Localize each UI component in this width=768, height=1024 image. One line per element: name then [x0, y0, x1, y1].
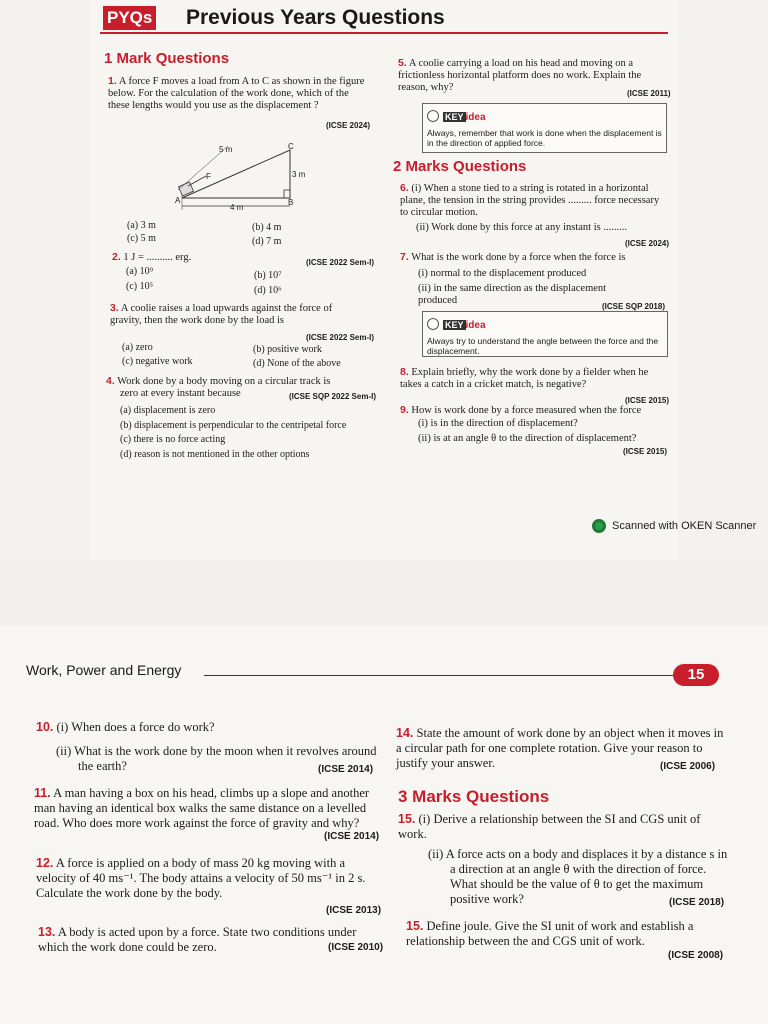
question-tag: (ICSE 2015): [623, 447, 668, 456]
option-d: (d) 10⁶: [254, 285, 282, 296]
scanner-text: Scanned with OKEN Scanner: [612, 520, 757, 532]
option-a: (a) displacement is zero: [120, 405, 216, 416]
question-number: 14.: [396, 726, 414, 740]
question-tag: (ICSE 2022 Sem-I): [306, 333, 375, 342]
fig-label-5m: 5 m: [219, 145, 233, 154]
key-label: KEY: [445, 320, 464, 330]
question-tag: (ICSE 2011): [627, 89, 671, 98]
question-text: A force is applied on a body of mass 20 kg moving with a velocity of 40 ms⁻¹. The body attains a velocity of 50 ms⁻¹ in 2 s. Calculate the work done by the body.: [36, 856, 366, 900]
question-part-i: (i) When a stone tied to a string is rotated in a horizontal plane, the tension in the string provides ......... force necessary to circular motion.: [400, 183, 660, 218]
option-c: (c) 5 m: [127, 233, 156, 244]
option-c: (c) 10⁵: [126, 281, 154, 292]
question-9-part-ii: (ii) is at an angle θ to the direction of displacement?: [418, 433, 637, 444]
question-15a: [398, 812, 714, 842]
question-tag: (ICSE 2008): [668, 950, 724, 961]
question-15b: [406, 919, 728, 949]
pyqs-badge: PYQs: [103, 6, 156, 30]
question-15a-part-ii: (ii) A force acts on a body and displaces it by a distance s in a direction at an angle θ with the direction of force. What should be the value of θ to get the maximum positive work?: [428, 847, 728, 906]
question-text: Define joule. Give the SI unit of work and establish a relationship between the and CGS unit of work.: [406, 919, 694, 948]
key-idea-box-1: [422, 103, 667, 153]
chapter-rule: [204, 675, 674, 676]
question-text: 1 J = .......... erg.: [123, 252, 192, 263]
idea-label: idea: [465, 320, 486, 331]
question-tag: (ICSE 2024): [326, 121, 371, 130]
option-b: (b) displacement is perpendicular to the centripetal force: [120, 420, 347, 431]
question-1: [108, 75, 366, 112]
fig-label-c: C: [288, 142, 294, 151]
fig-label-3m: 3 m: [292, 170, 306, 179]
section-3-marks: 3 Marks Questions: [398, 787, 550, 806]
question-tag: (ICSE 2024): [625, 239, 670, 248]
question-tag: (ICSE SQP 2022 Sem-I): [289, 392, 376, 401]
question-tag: (ICSE 2015): [625, 396, 670, 405]
idea-label: idea: [465, 112, 486, 123]
fig-label-a: A: [175, 196, 181, 205]
question-6-part-ii: (ii) Work done by this force at any instant is .........: [416, 222, 627, 233]
question-7-part-i: (i) normal to the displacement produced: [418, 268, 587, 279]
question-text: What is the work done by a force when the force is: [411, 252, 626, 263]
question-number: 8.: [400, 366, 409, 378]
lightbulb-icon: [427, 110, 439, 122]
option-d: (d) reason is not mentioned in the other options: [120, 449, 310, 460]
option-a: (a) zero: [122, 342, 153, 353]
question-13: [38, 925, 374, 955]
fig-label-b: B: [288, 198, 294, 207]
question-tag: (ICSE SQP 2018): [602, 302, 665, 311]
question-8: [400, 366, 666, 391]
question-text-line-2: zero at every instant because: [120, 388, 241, 399]
scanner-logo-icon: [592, 519, 606, 533]
question-text: How is work done by a force measured when the force: [411, 405, 642, 416]
question-tag: (ICSE 2014): [318, 764, 374, 775]
question-10-part-ii: (ii) What is the work done by the moon when it revolves around the earth?: [56, 744, 377, 773]
key-idea-box-2: [422, 311, 668, 357]
question-6: [400, 182, 668, 219]
question-number: 11.: [34, 786, 51, 800]
option-d: (d) None of the above: [253, 358, 341, 369]
question-number: 12.: [36, 856, 54, 870]
question-tag: (ICSE 2014): [324, 831, 380, 842]
question-9-part-i: (i) is in the direction of displacement?: [418, 418, 578, 429]
question-part-i: (i) When does a force do work?: [56, 720, 215, 734]
option-a: (a) 3 m: [127, 220, 156, 231]
lightbulb-icon: [427, 318, 439, 330]
question-number: 1.: [108, 75, 117, 87]
question-number: 13.: [38, 925, 56, 939]
question-number: 10.: [36, 720, 54, 734]
question-number: 15.: [398, 812, 416, 826]
question-number: 6.: [400, 182, 409, 194]
question-part-i: (i) Derive a relationship between the SI and CGS unit of work.: [398, 812, 701, 841]
chapter-title: Work, Power and Energy: [26, 662, 182, 678]
question-text: Explain briefly, why the work done by a fielder when he takes a catch in a cricket match, is negative?: [400, 367, 649, 390]
option-b: (b) 4 m: [252, 222, 282, 233]
question-text: A force F moves a load from A to C as shown in the figure below. For the calculation of the work done, which of the these lengths would you use as the displacement ?: [108, 76, 365, 111]
section-1-mark: 1 Mark Questions: [104, 50, 230, 67]
question-7: [400, 251, 668, 264]
question-text-line-1: Work done by a body moving on a circular track is: [117, 376, 331, 387]
question-9: [400, 404, 668, 417]
fig-label-f: F: [206, 172, 211, 181]
scanner-watermark: [592, 519, 756, 533]
option-c: (c) there is no force acting: [120, 434, 226, 445]
question-10: [36, 720, 215, 735]
question-text: A body is acted upon by a force. State two conditions under which the work done could be zero.: [38, 925, 357, 954]
page-title: Previous Years Questions: [186, 6, 445, 29]
option-d: (d) 7 m: [252, 236, 282, 247]
option-c: (c) negative work: [122, 356, 193, 367]
question-number: 9.: [400, 404, 409, 416]
option-b: (b) 10⁷: [254, 270, 282, 281]
question-11: [34, 786, 380, 831]
question-tag: (ICSE 2018): [669, 897, 725, 908]
question-7-part-ii: (ii) in the same direction as the displacement produced: [418, 283, 607, 306]
question-2: [112, 251, 191, 264]
question-tag: (ICSE 2006): [660, 761, 716, 772]
key-idea-text: Always, remember that work is done when the displacement is in the direction of applied force.: [427, 128, 662, 148]
fig-label-4m: 4 m: [230, 203, 244, 212]
question-tag: (ICSE 2022 Sem-I): [306, 258, 375, 267]
question-number: 15.: [406, 919, 424, 933]
question-3: [110, 302, 364, 327]
question-tag: (ICSE 2013): [326, 905, 382, 916]
question-text: A coolie carrying a load on his head and moving on a frictionless horizontal platform does no work. Explain the reason, why?: [398, 58, 642, 93]
question-text: A coolie raises a load upwards against the force of gravity, then the work done by the load is: [110, 303, 333, 326]
question-tag: (ICSE 2010): [328, 942, 384, 953]
question-12: [36, 856, 386, 901]
option-b: (b) positive work: [253, 344, 322, 355]
question-text: State the amount of work done by an object when it moves in a circular path for one complete rotation. Give your reason to justify your answer.: [396, 726, 724, 770]
question-number: 7.: [400, 251, 409, 263]
key-idea-text: Always try to understand the angle between the force and the displacement.: [427, 336, 659, 356]
page-number: 15: [673, 664, 719, 686]
question-text: A man having a box on his head, climbs up a slope and another man having an identical box walks the same distance on a levelled road. Who does more work against the force of gravity and why?: [34, 786, 370, 830]
question-number: 5.: [398, 57, 407, 69]
question-number: 2.: [112, 251, 121, 263]
section-2-marks: 2 Marks Questions: [393, 158, 527, 175]
question-number: 4.: [106, 375, 115, 387]
option-a: (a) 10⁹: [126, 266, 154, 277]
page-gap: [0, 560, 768, 625]
key-label: KEY: [445, 112, 464, 122]
question-number: 3.: [110, 302, 119, 314]
